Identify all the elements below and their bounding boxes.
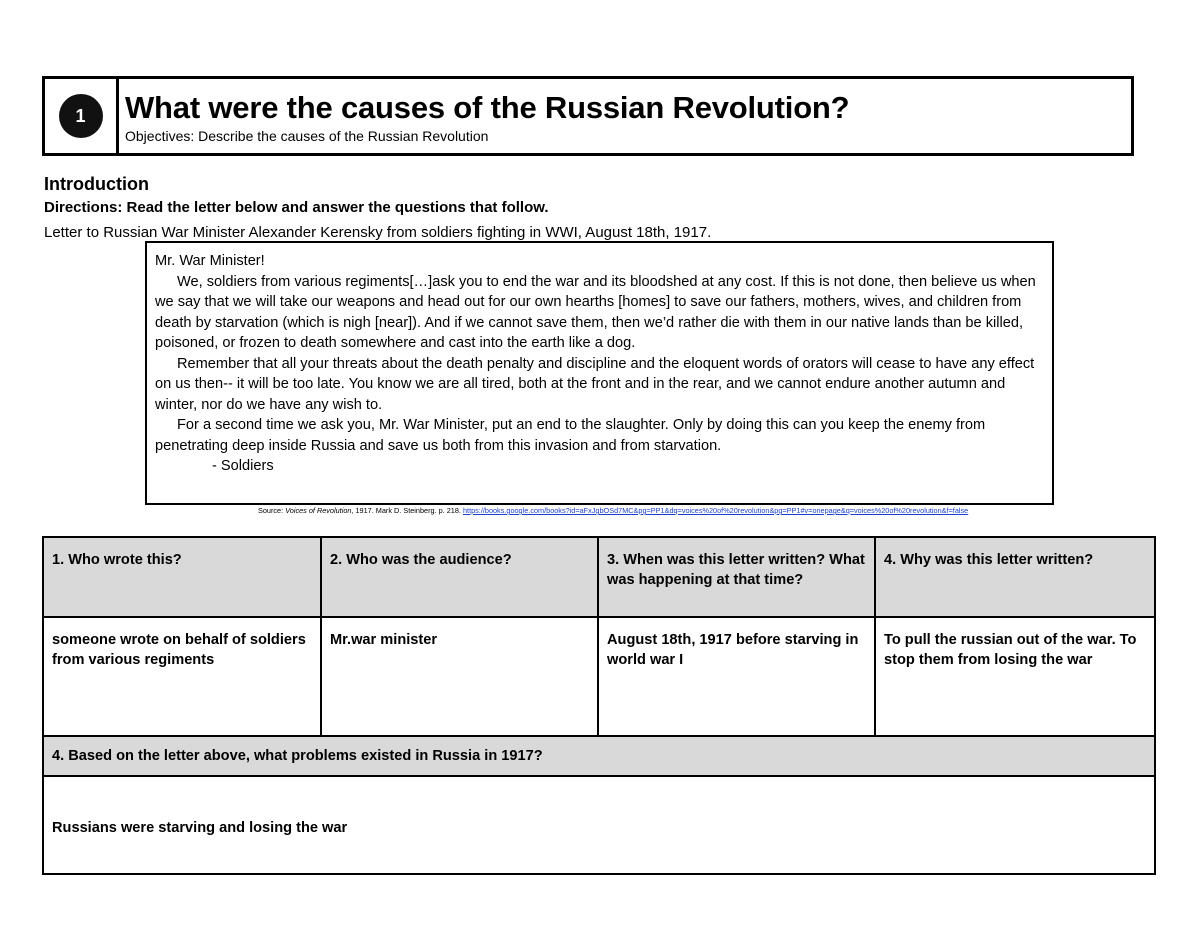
- directions-text: Directions: Read the letter below and answer the questions that follow.: [44, 199, 549, 216]
- answer-5-row: [43, 776, 1155, 874]
- letter-paragraph-1: We, soldiers from various regiments[…]ask you to end the war and its bloodshed at any cost. If this is not done, then believe us when we say that we will take our weapons and head out for our own hearths [homes] to save our fathers, mothers, wives, and children from death by starvation (which is nigh [near]). And if we cannot save them, then we’d rather die with them in our native lands than be killed, poisoned, or frozen to death somewhere and cast into the earth like a dog.: [155, 273, 1036, 351]
- letter-paragraph-3: For a second time we ask you, Mr. War Minister, put an end to the slaughter. Only by doing this can you keep the enemy from penetrating deep inside Russia and save us both from this invasion and from starvation.: [155, 417, 986, 454]
- answer-row: [43, 617, 1155, 736]
- source-prefix: Source:: [258, 506, 286, 515]
- answer-4[interactable]: To pull the russian out of the war. To stop them from losing the war: [875, 617, 1155, 736]
- question-5-row: [43, 736, 1155, 776]
- page-title: What were the causes of the Russian Revolution?: [125, 90, 850, 125]
- answer-1[interactable]: someone wrote on behalf of soldiers from various regiments: [43, 617, 321, 736]
- questions-table: [42, 536, 1156, 875]
- letter-paragraph-2: Remember that all your threats about the death penalty and discipline and the eloquent words of orators will cease to have any effect on us then-- it will be too late. You know we are all tired, both at the front and in the rear, and we cannot endure another autumn and winter, nor do we have any wish to.: [155, 355, 1035, 413]
- question-4: 4. Why was this letter written?: [875, 537, 1155, 617]
- objectives: [125, 128, 849, 144]
- objectives-label: Objectives:: [125, 128, 195, 144]
- question-row: [43, 537, 1155, 617]
- answer-5[interactable]: Russians were starving and losing the war: [43, 776, 1155, 874]
- lesson-number-badge: 1: [59, 94, 103, 138]
- letter-box: [145, 241, 1054, 505]
- title-cell: [119, 79, 849, 153]
- question-2: 2. Who was the audience?: [321, 537, 598, 617]
- lesson-header: [42, 76, 1134, 156]
- question-3: 3. When was this letter written? What was happening at that time?: [598, 537, 875, 617]
- letter-salutation: Mr. War Minister!: [155, 253, 265, 269]
- question-1: 1. Who wrote this?: [43, 537, 321, 617]
- answer-3[interactable]: August 18th, 1917 before starving in world war I: [598, 617, 875, 736]
- source-book-title: Voices of Revolution: [285, 506, 352, 515]
- objectives-text: Describe the causes of the Russian Revolution: [194, 128, 489, 144]
- letter-intro-text: Letter to Russian War Minister Alexander Kerensky from soldiers fighting in WWI, August 18th, 1917.: [44, 224, 712, 241]
- introduction-heading: Introduction: [44, 174, 149, 194]
- answer-2[interactable]: Mr.war minister: [321, 617, 598, 736]
- source-link[interactable]: https://books.google.com/books?id=aFxJgbOSd7MC&pg=PP1&dq=voices%20of%20revolution&pg=PP1#v=onepage&q=voices%20of%20revolution&f=false: [462, 506, 969, 515]
- lesson-number-cell: [45, 79, 119, 153]
- question-5: 4. Based on the letter above, what problems existed in Russia in 1917?: [43, 736, 1155, 776]
- source-citation: [258, 506, 968, 515]
- letter-signature: - Soldiers: [212, 458, 274, 474]
- source-details: , 1917. Mark D. Steinberg. p. 218.: [351, 506, 463, 515]
